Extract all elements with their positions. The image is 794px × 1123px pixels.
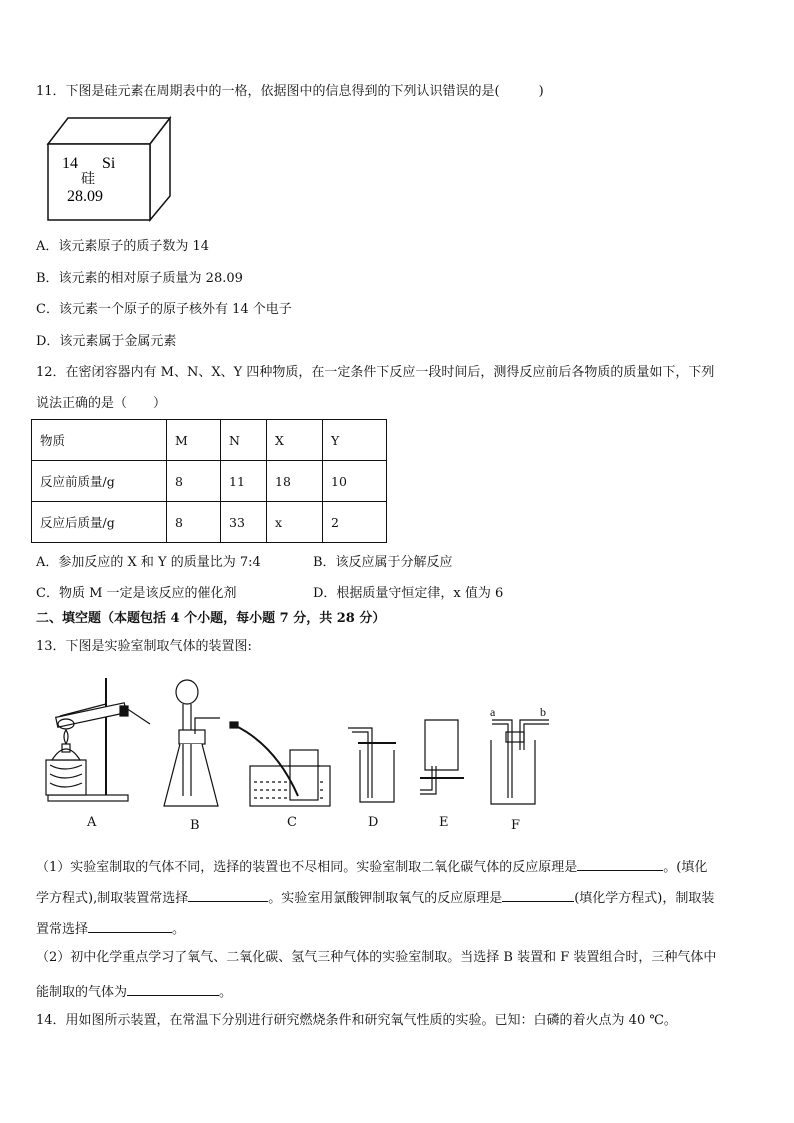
- q13-part1-line2: [36, 887, 714, 908]
- table-row: [32, 420, 387, 461]
- apparatus-label-f: F: [511, 818, 521, 833]
- q13-part1-text: （1）实验室制取的气体不同，选择的装置也不尽相同。实验室制取二氧化碳气体的反应原理是: [36, 860, 578, 875]
- q12-stem-line1: 12．在密闭容器内有 M、N、X、Y 四种物质，在一定条件下反应一段时间后，测得反应前后各物质的质量如下，下列: [36, 365, 715, 380]
- q13-part1-text: 。(填化: [663, 860, 708, 875]
- element-tile: [45, 114, 175, 224]
- q13-stem: 13．下图是实验室制取气体的装置图:: [36, 639, 252, 654]
- answer-blank-co2-equation[interactable]: [577, 856, 663, 871]
- table-cell: 11: [221, 461, 267, 502]
- mass-table: [31, 419, 387, 543]
- table-cell: N: [221, 420, 267, 461]
- table-cell: 8: [167, 502, 221, 543]
- q11-option-a: A．该元素原子的质子数为 14: [36, 239, 210, 254]
- table-row: [32, 502, 387, 543]
- table-cell: 10: [323, 461, 387, 502]
- q11-option-d: D．该元素属于金属元素: [36, 334, 177, 349]
- table-cell: 反应前质量/g: [32, 461, 167, 502]
- q13-part2-line1: （2）初中化学重点学习了氧气、二氧化碳、氢气三种气体的实验室制取。当选择 B 装置和 F 装置组合时，三种气体中: [36, 950, 717, 965]
- q13-part1-text: (填化学方程式)，制取装: [574, 891, 715, 906]
- q13-part1-text: 。实验室用氯酸钾制取氧气的反应原理是: [268, 891, 503, 906]
- q12-option-a: A．参加反应的 X 和 Y 的质量比为 7:4: [36, 555, 261, 570]
- q12-stem-line2: 说法正确的是（ ）: [36, 396, 167, 411]
- port-label-a: a: [490, 705, 496, 719]
- answer-blank-gases[interactable]: [127, 981, 219, 996]
- table-row: [32, 461, 387, 502]
- q14-stem: 14．用如图所示装置，在常温下分别进行研究燃烧条件和研究氧气性质的实验。已知：白磷的着火点为 40 ℃。: [36, 1013, 677, 1028]
- answer-blank-co2-apparatus[interactable]: [188, 887, 268, 902]
- port-label-b: b: [540, 705, 546, 719]
- table-cell: Y: [323, 420, 387, 461]
- table-cell: 2: [323, 502, 387, 543]
- tile-mass: 28.09: [67, 188, 103, 205]
- table-cell: x: [267, 502, 323, 543]
- apparatus-figure: [40, 670, 560, 815]
- q13-part1-text: 。: [172, 922, 186, 937]
- section-heading: 二、填空题（本题包括 4 个小题，每小题 7 分，共 28 分）: [36, 611, 386, 626]
- table-cell: M: [167, 420, 221, 461]
- apparatus-label-a: A: [87, 815, 97, 830]
- q13-part1-text: 置常选择: [36, 922, 89, 937]
- table-cell: 反应后质量/g: [32, 502, 167, 543]
- tile-symbol: Si: [102, 155, 116, 172]
- apparatus-c: [230, 722, 330, 806]
- tile-name: 硅: [81, 171, 95, 187]
- table-cell: 物质: [32, 420, 167, 461]
- apparatus-label-b: B: [190, 818, 200, 833]
- apparatus-d: [348, 728, 396, 802]
- q13-part2-line2: [36, 981, 232, 1002]
- apparatus-label-d: D: [368, 815, 379, 830]
- apparatus-e: [420, 720, 464, 794]
- answer-blank-o2-equation[interactable]: [502, 887, 574, 902]
- q12-option-d: D．根据质量守恒定律，x 值为 6: [313, 586, 504, 601]
- q12-option-c: C．物质 M 一定是该反应的催化剂: [36, 586, 237, 601]
- table-cell: 18: [267, 461, 323, 502]
- q13-part1-text: 学方程式),制取装置常选择: [36, 891, 189, 906]
- q13-part1-line3: [36, 918, 185, 939]
- table-cell: 8: [167, 461, 221, 502]
- apparatus-f: [490, 705, 549, 804]
- apparatus-a: [46, 678, 150, 801]
- table-cell: X: [267, 420, 323, 461]
- q11-stem: 11．下图是硅元素在周期表中的一格，依据图中的信息得到的下列认识错误的是( ): [36, 84, 544, 99]
- answer-blank-o2-apparatus[interactable]: [88, 918, 172, 933]
- q11-option-b: B．该元素的相对原子质量为 28.09: [36, 271, 243, 286]
- q12-option-b: B．该反应属于分解反应: [313, 555, 453, 570]
- apparatus-b: [164, 680, 220, 806]
- q13-part2-text: 能制取的气体为: [36, 985, 128, 1000]
- q13-part1-line1: [36, 856, 707, 877]
- q13-part2-text: 。: [219, 985, 233, 1000]
- apparatus-label-e: E: [439, 815, 449, 830]
- q11-option-c: C．该元素一个原子的原子核外有 14 个电子: [36, 302, 292, 317]
- apparatus-label-c: C: [287, 815, 297, 830]
- table-cell: 33: [221, 502, 267, 543]
- tile-number: 14: [62, 155, 78, 172]
